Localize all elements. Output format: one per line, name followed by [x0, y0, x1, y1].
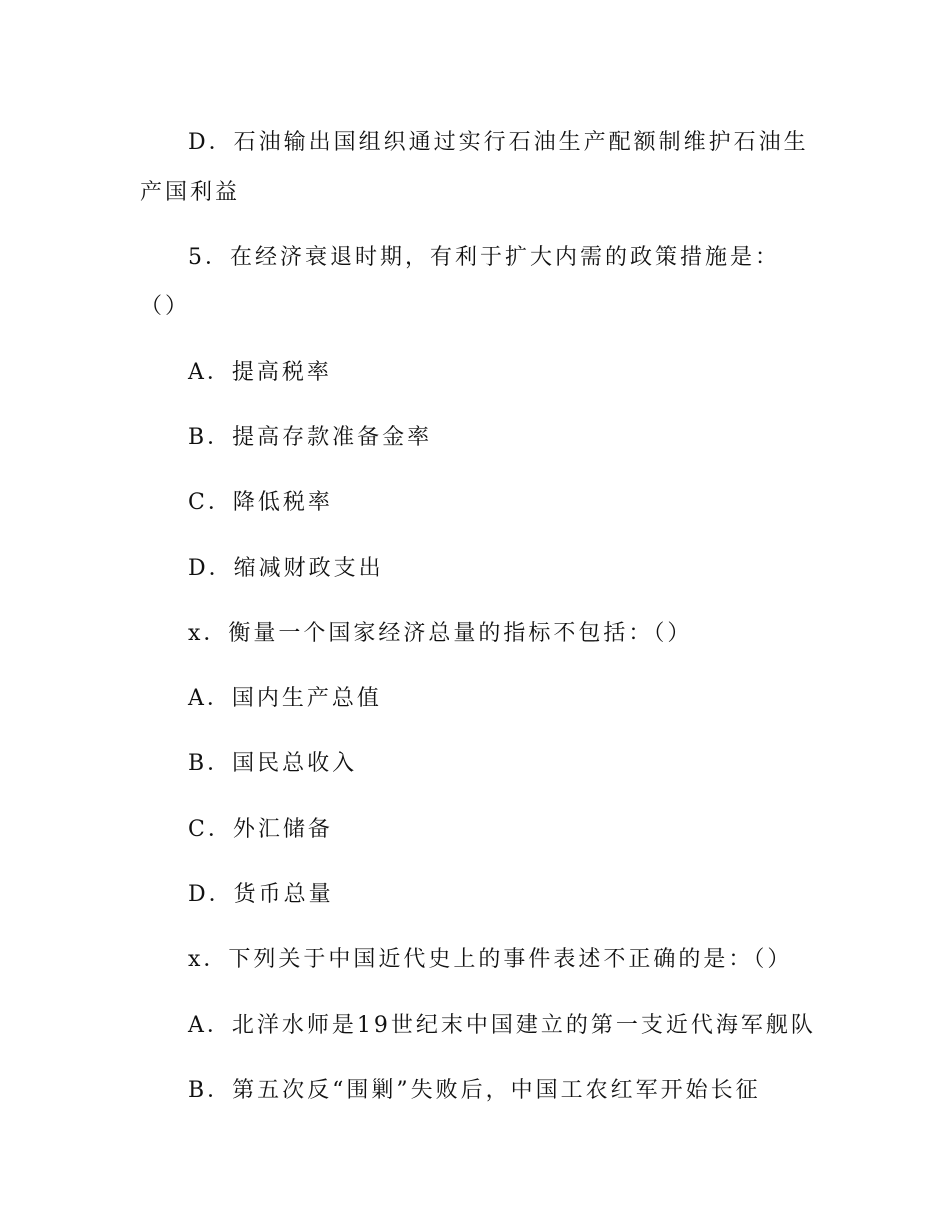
- question-5-blank: （）: [140, 294, 191, 319]
- q-economy-option-d: D．货币总量: [188, 882, 334, 907]
- q5-option-c: C．降低税率: [188, 490, 333, 515]
- question-history-text: x．下列关于中国近代史上的事件表述不正确的是：（）: [188, 947, 793, 972]
- q5-option-a: A．提高税率: [188, 360, 332, 385]
- q5-option-d: D．缩减财政支出: [188, 556, 384, 581]
- question-economy-text: x．衡量一个国家经济总量的指标不包括：（）: [188, 621, 693, 646]
- q-economy-option-b: B．国民总收入: [188, 751, 358, 776]
- option-d-oil-line1: D．石油输出国组织通过实行石油生产配额制维护石油生: [188, 130, 809, 155]
- q-economy-option-a: A．国内生产总值: [188, 686, 382, 711]
- q-history-option-b: B．第五次反“围剿”失败后，中国工农红军开始长征: [188, 1078, 761, 1103]
- q-economy-option-c: C．外汇储备: [188, 817, 333, 842]
- option-d-oil-line2: 产国利益: [140, 180, 241, 205]
- question-5-text: 5．在经济衰退时期，有利于扩大内需的政策措施是：: [188, 245, 780, 270]
- q5-option-b: B．提高存款准备金率: [188, 425, 433, 450]
- q-history-option-a: A．北洋水师是19世纪末中国建立的第一支近代海军舰队: [188, 1013, 816, 1038]
